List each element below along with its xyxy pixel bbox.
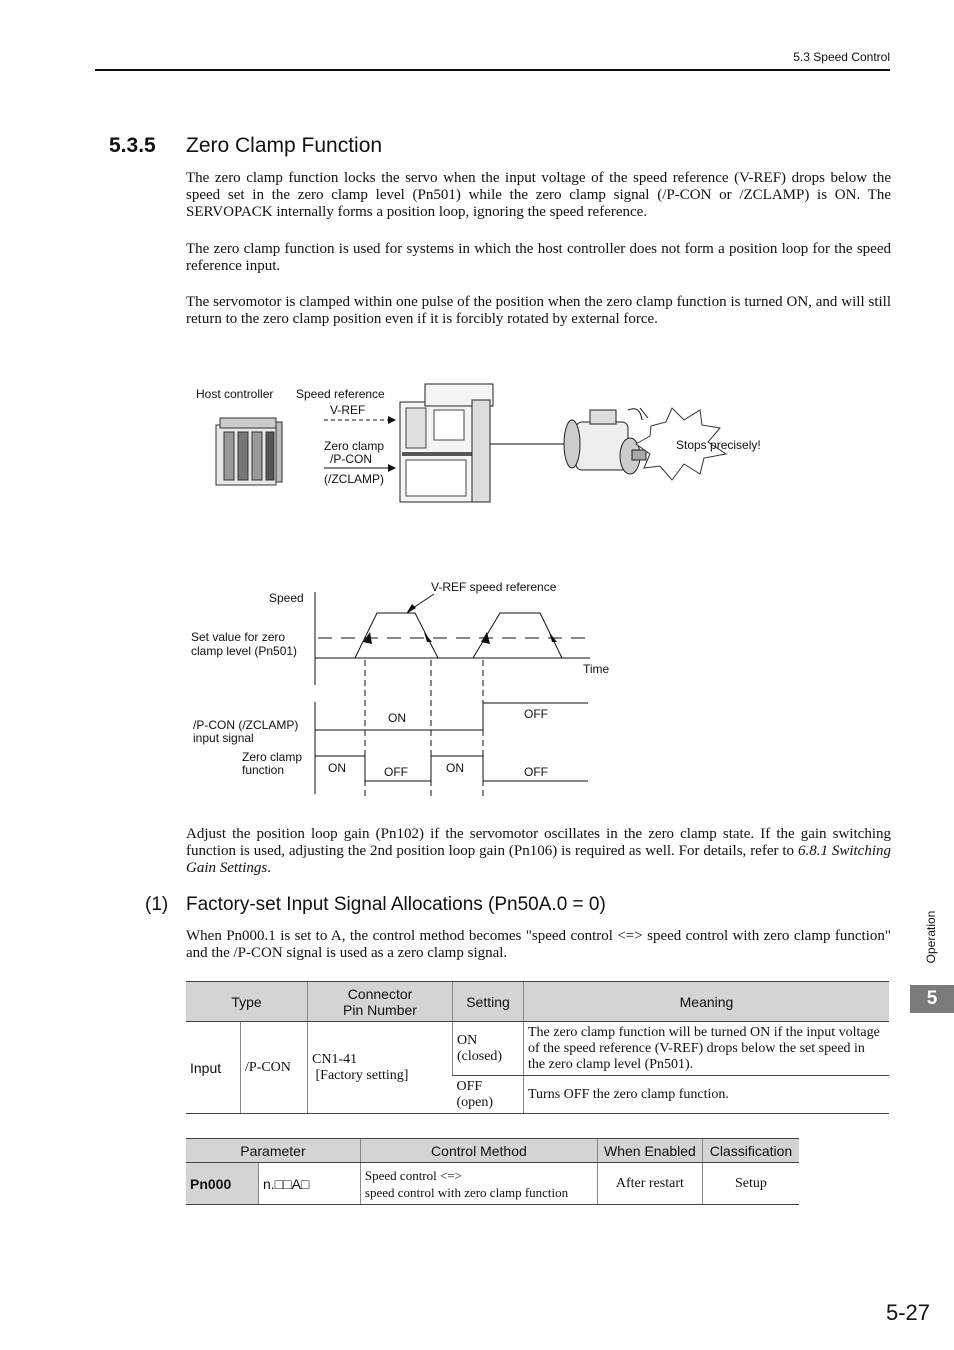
timing-chart [180,570,640,805]
set-value-label-2: clamp level (Pn501) [191,644,298,658]
header-when-enabled: When Enabled [597,1139,702,1163]
setting-on-line2: (closed) [457,1048,503,1064]
meaning-on-cell: The zero clamp function will be turned ON if the input voltage of the speed reference (V-REF) drops below the set speed in the zero clamp level (Pn501). [524,1022,890,1076]
chapter-tab[interactable]: 5 [910,985,954,1013]
zero-clamp-function-label-1: Zero clamp [242,750,303,764]
meaning-off-cell: Turns OFF the zero clamp function. [524,1076,890,1114]
header-meaning: Meaning [524,982,890,1022]
section-number: 5.3.5 [109,134,156,157]
section-title: Zero Clamp Function [186,134,383,157]
stops-precisely-label: Stops precisely! [676,438,761,452]
set-value-label-1: Set value for zero [191,630,286,644]
vref-arrowhead [388,416,396,424]
setting-on-line1: ON [457,1032,478,1048]
adjust-paragraph-end: . [267,860,271,876]
pin-cell [308,1022,453,1114]
header-connector-line1: Connector [347,985,413,1002]
side-chapter-label: Operation [924,910,938,964]
paragraph-3: The servomotor is clamped within one pulse of the position when the zero clamp function is turned ON, and will still return to the zero clamp position even if it is forcibly rotated by external force. [186,294,891,327]
header-setting: Setting [453,982,524,1022]
adjust-paragraph-text: Adjust the position loop gain (Pn102) if the servomotor oscillates in the zero clamp state. If the gain switching function is used, adjusting the 2nd position loop gain (Pn106) is required as well. For details, refer to [186,826,891,859]
header-parameter: Parameter [186,1139,360,1163]
pin-line2: [Factory setting] [315,1067,409,1083]
zero-clamp-label: Zero clamp [324,439,385,453]
paragraph-1: The zero clamp function locks the servo when the input voltage of the speed reference (V-REF) drops below the speed set in the zero clamp level (Pn501) while the zero clamp signal (/P-CON or /ZCLAMP) is ON. The SERVOPACK internally forms a position loop, ignoring the speed reference. [186,170,891,220]
speed-axis-label: Speed [269,591,304,605]
zero-clamp-function-label-2: function [242,763,285,777]
classification-cell: Setup [702,1163,799,1205]
when-enabled-cell: After restart [597,1163,702,1205]
pcon-signal-label-1: /P-CON (/ZCLAMP) [193,718,299,732]
subsection-title: Factory-set Input Signal Allocations (Pn50A.0 = 0) [186,894,606,915]
parameter-table [186,1138,799,1205]
zc-off-label-1: OFF [384,765,408,779]
header-section-ref: 5.3 Speed Control [793,50,890,64]
page-number: 5-27 [885,1300,930,1325]
control-method-cell [360,1163,597,1205]
zclamp-label: (/ZCLAMP) [324,472,384,486]
servopack-image [400,384,493,502]
zc-on-label-2: ON [446,761,464,775]
param-value-cell: n.□□A□ [259,1163,361,1205]
pcon-on-label: ON [388,711,406,725]
pcon-signal-label-2: input signal [193,731,254,745]
subsection-number: (1) [145,894,169,915]
setting-off-cell [453,1076,524,1114]
header-rule [95,69,890,71]
zc-on-label-1: ON [328,761,346,775]
adjust-paragraph-reference[interactable]: 6.8.1 Switching Gain Settings [186,843,891,876]
header-type: Type [186,982,308,1022]
setting-on-cell [453,1022,524,1076]
setting-off-line2: (open) [456,1094,494,1110]
host-controller-label: Host controller [196,387,274,401]
adjust-paragraph [186,826,891,877]
header-connector-line2: Pin Number [343,1001,417,1018]
pcon-arrowhead [388,464,396,472]
signal-cell: /P-CON [241,1022,308,1114]
servomotor-image [564,410,646,474]
type-cell: Input [186,1022,241,1114]
vref-label: V-REF [330,403,366,417]
paragraph-2: The zero clamp function is used for systems in which the host controller does not form a position loop for the speed reference input. [186,241,891,274]
speed-reference-label: Speed reference [296,387,385,401]
time-axis-label: Time [583,662,610,676]
zc-off-label-2: OFF [524,765,548,779]
signal-allocation-table [186,981,889,1114]
control-method-line2: speed control with zero clamp function [364,1184,569,1200]
system-diagram [180,370,820,520]
param-cell: Pn000 [186,1163,259,1205]
host-controller-image [216,418,282,485]
control-method-line1: Speed control <=> [364,1167,462,1183]
header-connector [308,982,453,1022]
pin-line1: CN1-41 [312,1051,358,1067]
setting-off-line1: OFF [456,1078,483,1094]
pcon-off-label: OFF [524,707,548,721]
rotation-arrow [628,409,642,420]
header-classification: Classification [702,1139,799,1163]
pcon-label: /P-CON [330,452,372,466]
vref-speed-reference-label: V-REF speed reference [431,580,557,594]
subsection-paragraph: When Pn000.1 is set to A, the control method becomes "speed control <=> speed control with zero clamp function" and the /P-CON signal is used as a zero clamp signal. [186,928,891,961]
header-control-method: Control Method [360,1139,597,1163]
